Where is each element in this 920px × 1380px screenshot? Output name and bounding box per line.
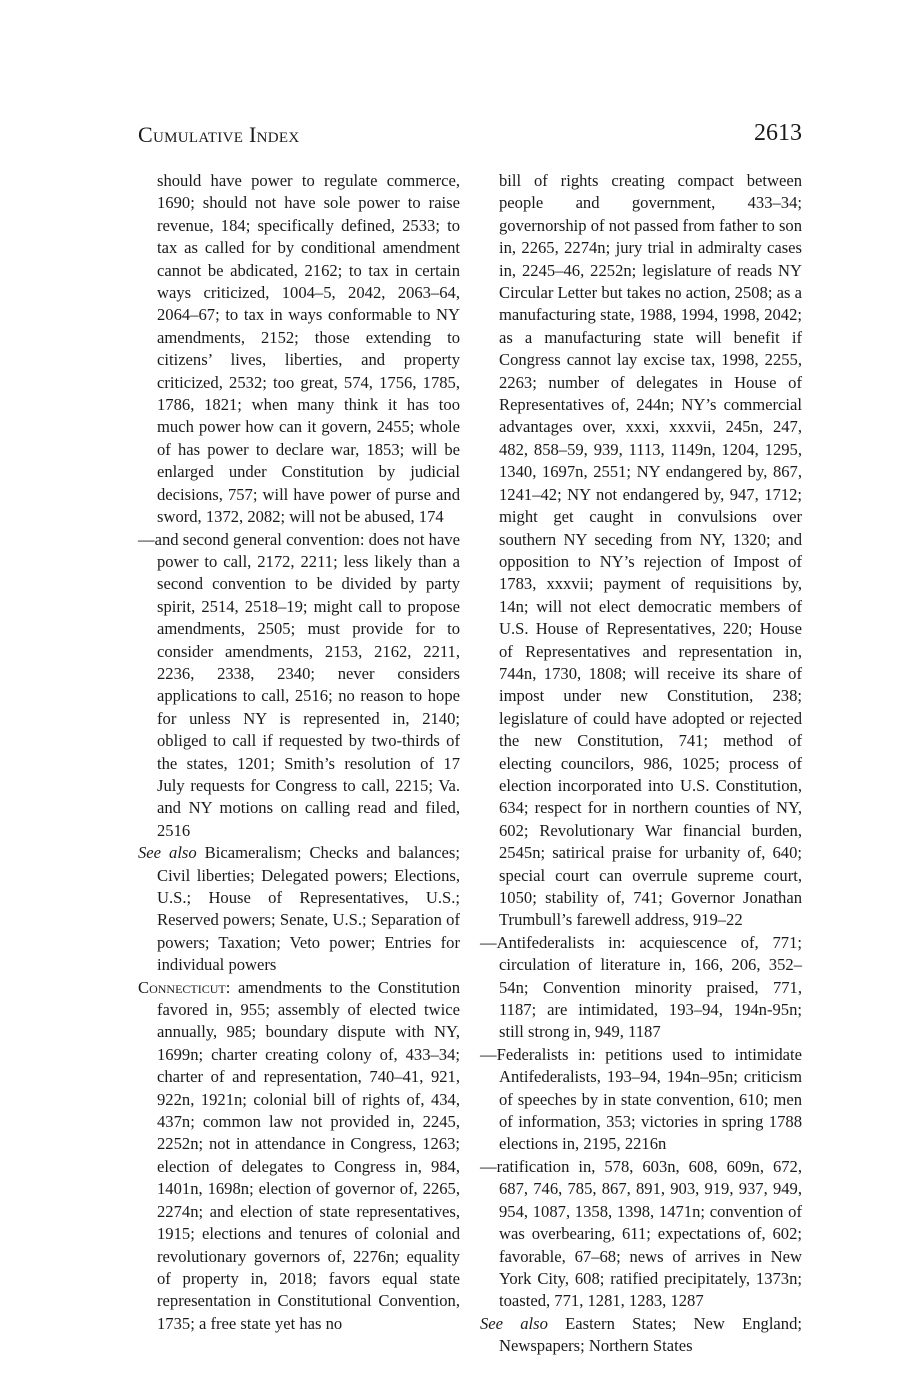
index-subentry-federalists: —Federalists in: petitions used to intimidate Antifederalists, 193–94, 194n–95n; criticism of speeches by in state convention, 610; men of information, 353; victories in spring 1788 elections in, 2195, 2216n [480,1044,802,1154]
connecticut-text: : amendments to the Constitution favored in, 955; assembly of elected twice annually, 985; boundary dispute with NY, 1699n; charter creating colony of, 433–34; charter of and representation, 740–41, 921, 922n, 1921n; colonial bill of rights of, 434, 437n; common law not provided in, 2245, 2252n; not in attendance in Congress, 1263; election of delegates to Congress in, 984, 1401n, 1698n; election of governor of, 2265, 2274n; and election of state representatives, 1915; elections and tenures of colonial and revolutionary governors of, 2276n; equality of property in, 2018; favors equal state representation in Constitutional Convention, 1735; a free state yet has no [157,977,460,1333]
right-column [480,170,802,1358]
index-see-also [138,842,460,976]
index-subentry-antifederalists: —Antifederalists in: acquiescence of, 771; circulation of literature in, 166, 206, 352–54n; Convention minority praised, 771, 1187; are intimidated, 193–94, 194n-95n; still strong in, 949, 1187 [480,932,802,1042]
index-heading-connecticut: Connecticut [138,977,226,997]
see-also-text: Eastern States; New England; Newspapers; Northern States [499,1313,802,1356]
left-column [138,170,460,1335]
index-entry-continuation: should have power to regulate commerce, 1690; should not have sole power to raise revenue, 184; specifically defined, 2533; to tax as called for by conditional amendment cannot be abdicated, 2162; to tax in certain ways criticized, 1004–5, 2042, 2063–64, 2064–67; to tax in ways conformable to NY amendments, 2152; those extending to citizens’ lives, liberties, and property criticized, 2532; too great, 574, 1756, 1785, 1786, 1821; when many think it has too much power how can it govern, 2455; whole of has power to declare war, 1853; will be enlarged under Constitution by judicial decisions, 757; will have power of purse and sword, 1372, 2082; will not be abused, 174 [157,171,460,527]
running-head [138,122,802,154]
index-entry-connecticut [138,977,460,1336]
index-subentry-ratification: —ratification in, 578, 603n, 608, 609n, 672, 687, 746, 785, 867, 891, 903, 919, 937, 949, 954, 1087, 1358, 1398, 1471n; convention of was overbearing, 611; expectations of, 602; favorable, 67–68; news of arrives in New York City, 608; ratified precipitately, 1373n; toasted, 771, 1281, 1283, 1287 [480,1156,802,1311]
see-also-text: Bicameralism; Checks and balances; Civil liberties; Delegated powers; Elections, U.S.; House of Representatives, U.S.; Reserved powers; Senate, U.S.; Separation of powers; Taxation; Veto power; Entries for individual powers [157,843,460,975]
page-number: 2613 [754,120,802,146]
index-entry-continuation: bill of rights creating compact between people and government, 433–34; governorship of not passed from father to son in, 2265, 2274n; jury trial in admiralty cases in, 2245–46, 2252n; legislature of reads NY Circular Letter but takes no action, 2508; as a manufacturing state, 1988, 1994, 1998, 2042; as a manufacturing state will benefit if Congress cannot lay excise tax, 1998, 2255, 2263; number of delegates in House of Representatives of, 244n; NY’s commercial advantages over, xxxi, xxxvii, 245n, 247, 482, 858–59, 939, 1113, 1149n, 1204, 1295, 1340, 1697n, 2551; NY endangered by, 867, 1241–42; NY not endangered by, 947, 1712; might get caught in convulsions over southern NY seceding from NY, 1320; and opposition to NY’s rejection of Impost of 1783, xxxvii; payment of requisitions by, 14n; will not elect democratic members of U.S. House of Representatives, 220; House of Representatives and representation in, 744n, 1730, 1808; will receive its share of impost under new Constitution, 238; legislature of could have adopted or rejected the new Constitution, 741; method of electing councilors, 986, 1025; process of election incorporated into U.S. Constitution, 634; respect for in northern counties of NY, 602; Revolutionary War financial burden, 2545n; satirical praise for urbanity of, 640; special court can overrule supreme court, 1050; stability of, 741; Governor Jonathan Trumbull’s farewell address, 919–22 [499,171,802,930]
index-see-also [480,1313,802,1358]
index-subentry-second-convention: —and second general convention: does not have power to call, 2172, 2211; less likely than a second convention to be divided by party spirit, 2514, 2518–19; might call to propose amendments, 2505; must provide for to consider amendments, 2153, 2162, 2211, 2236, 2338, 2340; never considers applications to call, 2516; no reason to hope for unless NY is represented in, 2140; obliged to call if requested by two-thirds of the states, 1201; Smith’s resolution of 17 July requests for Congress to call, 2215; Va. and NY motions on calling read and filed, 2516 [138,529,460,840]
running-head-title: Cumulative Index [138,122,300,147]
see-also-label: See also [138,843,197,863]
see-also-label: See also [480,1313,548,1333]
